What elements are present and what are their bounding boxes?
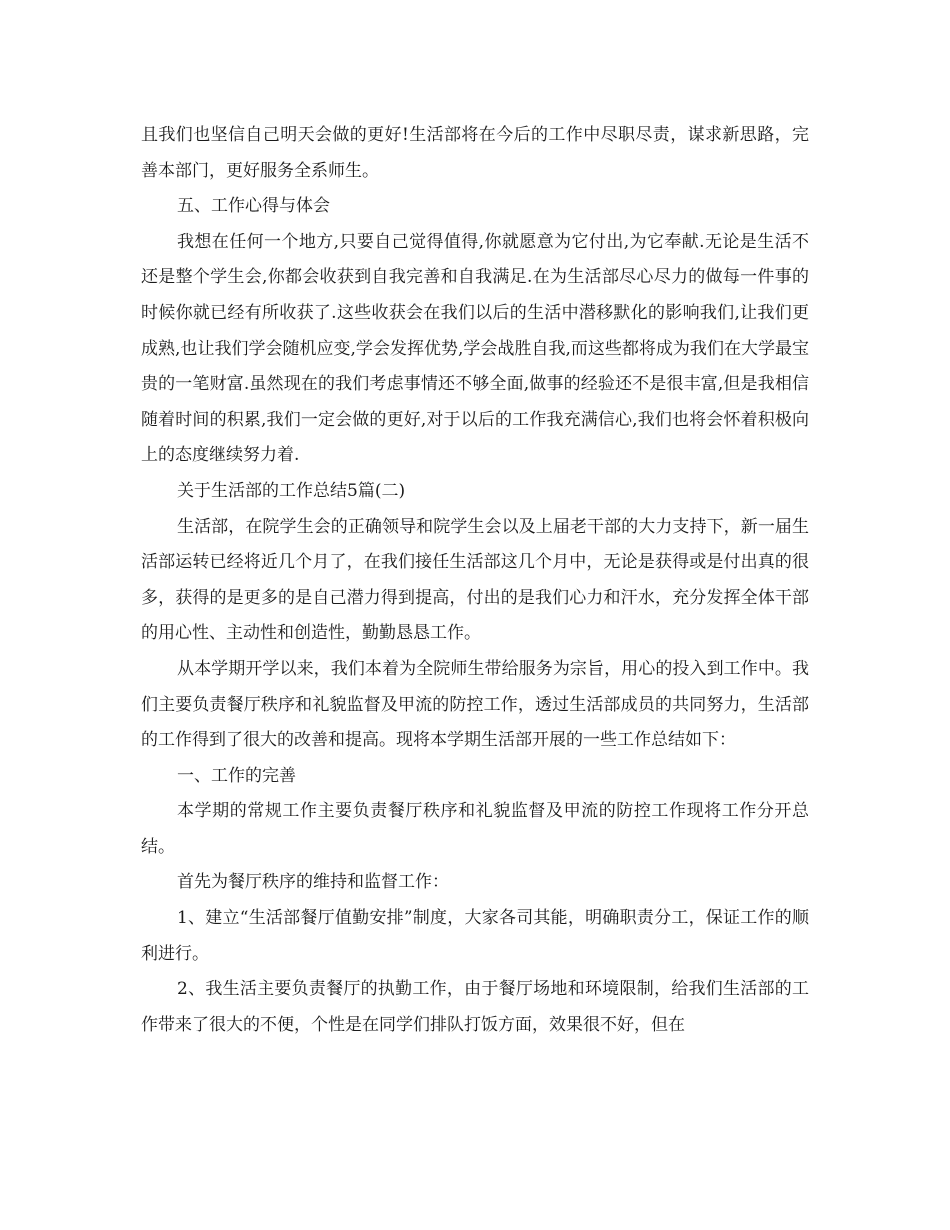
- document-page: [141, 118, 809, 1043]
- section-heading-work-insights: 五、工作心得与体会: [177, 196, 330, 217]
- paragraph-intro: 生活部，在院学生会的正确领导和院学生会以及上届老干部的大力支持下，新一届生活部运转已经将近几个月了，在我们接任生活部这几个月中，无论是获得或是付出真的很多，获得的是更多的是自己潜力得到提高，付出的是我们心力和汗水，充分发挥全体干部的用心性、主动性和创造性，勤勤恳恳工作。: [141, 516, 809, 644]
- list-item-1: 1、建立“生活部餐厅值勤安排”制度，大家各司其能，明确职责分工，保证工作的顺利进行。: [141, 908, 809, 964]
- paragraph-routine-work: 本学期的常规工作主要负责餐厅秩序和礼貌监督及甲流的防控工作现将工作分开总结。: [141, 801, 809, 857]
- list-item-2: 2、我生活主要负责餐厅的执勤工作，由于餐厅场地和环境限制，给我们生活部的工作带来了很大的不便，个性是在同学们排队打饭方面，效果很不好，但在: [141, 979, 809, 1035]
- paragraph-semester-overview: 从本学期开学以来，我们本着为全院师生带给服务为宗旨，用心的投入到工作中。我们主要负责餐厅秩序和礼貌监督及甲流的防控工作，透过生活部成员的共同努力，生活部的工作得到了很大的改善和提高。现将本学期生活部开展的一些工作总结如下：: [141, 658, 809, 751]
- paragraph-insights: 我想在任何一个地方,只要自己觉得值得,你就愿意为它付出,为它奉献.无论是生活不还是整个学生会,你都会收获到自我完善和自我满足.在为生活部尽心尽力的做每一件事的时候你就已经有所收获了.这些收获会在我们以后的生活中潜移默化的影响我们,让我们更成熟,也让我们学会随机应变,学会发挥优势,学会战胜自我,而这些都将成为我们在大学最宝贵的一笔财富.虽然现在的我们考虑事情还不够全面,做事的经验还不是很丰富,但是我相信随着时间的积累,我们一定会做的更好,对于以后的工作我充满信心,我们也将会怀着积极向上的态度继续努力着.: [141, 231, 809, 466]
- paragraph-continuation: 且我们也坚信自己明天会做的更好!生活部将在今后的工作中尽职尽责，谋求新思路，完善本部门，更好服务全系师生。: [141, 125, 809, 181]
- article-subtitle: 关于生活部的工作总结5篇(二): [177, 480, 406, 501]
- section-heading-work-improvement: 一、工作的完善: [177, 765, 296, 786]
- paragraph-dining-order: 首先为餐厅秩序的维持和监督工作：: [177, 872, 449, 893]
